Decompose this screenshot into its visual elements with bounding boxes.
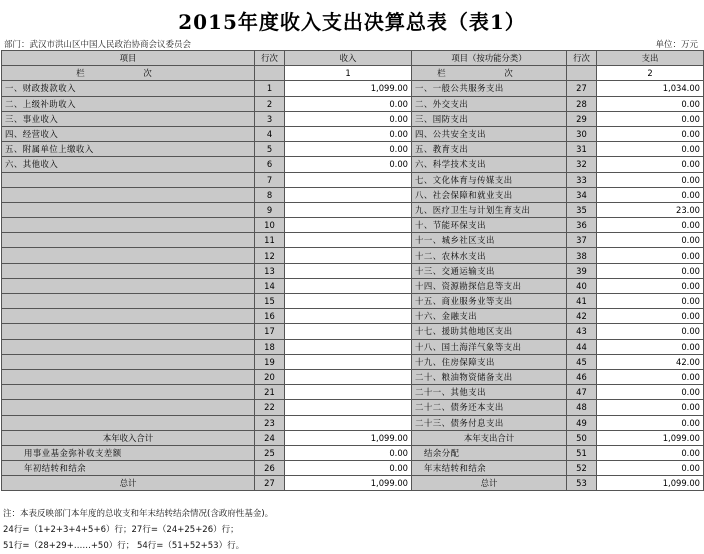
expense-value: 0.00 [597, 278, 704, 293]
subheader-blank-left [255, 66, 285, 81]
expense-value: 23.00 [597, 202, 704, 217]
distribution-label: 结余分配 [412, 445, 567, 460]
income-line-no: 4 [255, 126, 285, 141]
income-value [285, 202, 412, 217]
distribution-value: 0.00 [597, 445, 704, 460]
expense-total-line: 50 [567, 430, 597, 445]
income-value: 0.00 [285, 111, 412, 126]
income-line-no: 10 [255, 218, 285, 233]
expense-line-no: 36 [567, 218, 597, 233]
income-total-line: 24 [255, 430, 285, 445]
budget-table [1, 50, 704, 491]
header-item: 项目 [2, 51, 255, 66]
table-row [2, 324, 704, 339]
expense-item-label: 十九、住房保障支出 [412, 354, 567, 369]
expense-value: 0.00 [597, 324, 704, 339]
subheader-lanci-left: 栏 次 [2, 66, 255, 81]
income-value [285, 172, 412, 187]
table-row [2, 339, 704, 354]
income-item-label [2, 369, 255, 384]
income-item-label: 六、其他收入 [2, 157, 255, 172]
table-row [2, 233, 704, 248]
income-value [285, 309, 412, 324]
grand-total-label-right: 总计 [412, 476, 567, 491]
expense-value: 0.00 [597, 218, 704, 233]
table-row [2, 126, 704, 141]
table-row [2, 111, 704, 126]
income-value: 0.00 [285, 126, 412, 141]
expense-line-no: 40 [567, 278, 597, 293]
expense-value: 0.00 [597, 248, 704, 263]
income-line-no: 14 [255, 278, 285, 293]
income-line-no: 8 [255, 187, 285, 202]
income-value [285, 294, 412, 309]
income-total-label: 本年收入合计 [2, 430, 255, 445]
expense-item-label: 十二、农林水支出 [412, 248, 567, 263]
expense-value: 0.00 [597, 400, 704, 415]
expense-value: 1,034.00 [597, 81, 704, 96]
table-row [2, 81, 704, 96]
header-row [2, 51, 704, 66]
expense-value: 0.00 [597, 126, 704, 141]
expense-line-no: 33 [567, 172, 597, 187]
table-row [2, 278, 704, 293]
expense-item-label: 十四、资源勘探信息等支出 [412, 278, 567, 293]
income-item-label [2, 309, 255, 324]
income-item-label [2, 415, 255, 430]
expense-value: 0.00 [597, 415, 704, 430]
income-item-label [2, 354, 255, 369]
table-row [2, 96, 704, 111]
subheader-row [2, 66, 704, 81]
income-item-label: 三、事业收入 [2, 111, 255, 126]
income-value: 0.00 [285, 142, 412, 157]
expense-item-label: 十七、援助其他地区支出 [412, 324, 567, 339]
expense-line-no: 39 [567, 263, 597, 278]
footnote-1: 注：本表反映部门本年度的总收支和年末结转结余情况(含政府性基金)。 [3, 509, 274, 519]
begin-balance-label: 年初结转和结余 [2, 461, 255, 476]
income-value [285, 278, 412, 293]
income-value [285, 324, 412, 339]
expense-item-label: 十五、商业服务业等支出 [412, 294, 567, 309]
income-value [285, 339, 412, 354]
begin-balance-value: 0.00 [285, 461, 412, 476]
income-value [285, 263, 412, 278]
expense-total-label: 本年支出合计 [412, 430, 567, 445]
subheader-col1: 1 [285, 66, 412, 81]
income-line-no: 12 [255, 248, 285, 263]
income-item-label [2, 233, 255, 248]
table-row [2, 248, 704, 263]
expense-value: 0.00 [597, 309, 704, 324]
income-item-label [2, 172, 255, 187]
balance-row [2, 461, 704, 476]
expense-item-label: 七、文化体育与传媒支出 [412, 172, 567, 187]
expense-item-label: 二十、粮油物资储备支出 [412, 369, 567, 384]
expense-item-label: 二、外交支出 [412, 96, 567, 111]
subsidy-label: 用事业基金弥补收支差额 [2, 445, 255, 460]
table-row [2, 187, 704, 202]
end-balance-label: 年末结转和结余 [412, 461, 567, 476]
expense-item-label: 十六、金融支出 [412, 309, 567, 324]
table-row [2, 202, 704, 217]
report-title: 2015年度收入支出决算总表（表1） [178, 10, 526, 34]
expense-value: 0.00 [597, 96, 704, 111]
expense-value: 0.00 [597, 111, 704, 126]
expense-value: 0.00 [597, 339, 704, 354]
distribution-line: 51 [567, 445, 597, 460]
income-item-label: 一、财政拨款收入 [2, 81, 255, 96]
expense-line-no: 31 [567, 142, 597, 157]
grand-total-value-left: 1,099.00 [285, 476, 412, 491]
header-line-no: 行次 [255, 51, 285, 66]
grand-total-line-right: 53 [567, 476, 597, 491]
income-item-label [2, 324, 255, 339]
table-row [2, 309, 704, 324]
expense-line-no: 38 [567, 248, 597, 263]
table-row [2, 369, 704, 384]
table-row [2, 354, 704, 369]
income-value [285, 187, 412, 202]
expense-line-no: 49 [567, 415, 597, 430]
header-expense: 支出 [597, 51, 704, 66]
expense-item-label: 十、节能环保支出 [412, 218, 567, 233]
expense-line-no: 34 [567, 187, 597, 202]
expense-value: 0.00 [597, 187, 704, 202]
subsidy-line: 25 [255, 445, 285, 460]
income-line-no: 22 [255, 400, 285, 415]
subsidy-value: 0.00 [285, 445, 412, 460]
expense-total-value: 1,099.00 [597, 430, 704, 445]
income-item-label [2, 202, 255, 217]
income-line-no: 9 [255, 202, 285, 217]
department-label: 部门：武汉市洪山区中国人民政治协商会议委员会 [4, 40, 192, 50]
expense-line-no: 27 [567, 81, 597, 96]
expense-line-no: 47 [567, 385, 597, 400]
table-row [2, 142, 704, 157]
income-value: 0.00 [285, 157, 412, 172]
table-row [2, 294, 704, 309]
expense-item-label: 二十二、债务还本支出 [412, 400, 567, 415]
income-value [285, 415, 412, 430]
expense-line-no: 48 [567, 400, 597, 415]
expense-item-label: 八、社会保障和就业支出 [412, 187, 567, 202]
expense-line-no: 45 [567, 354, 597, 369]
income-line-no: 19 [255, 354, 285, 369]
expense-value: 0.00 [597, 369, 704, 384]
expense-item-label: 十一、城乡社区支出 [412, 233, 567, 248]
income-line-no: 15 [255, 294, 285, 309]
expense-value: 0.00 [597, 385, 704, 400]
table-row [2, 400, 704, 415]
header-income: 收入 [285, 51, 412, 66]
subheader-col2: 2 [597, 66, 704, 81]
expense-item-label: 十三、交通运输支出 [412, 263, 567, 278]
expense-item-label: 五、教育支出 [412, 142, 567, 157]
income-value [285, 400, 412, 415]
grand-total-label-left: 总计 [2, 476, 255, 491]
income-value [285, 233, 412, 248]
income-item-label [2, 339, 255, 354]
income-item-label [2, 278, 255, 293]
income-value: 1,099.00 [285, 81, 412, 96]
expense-value: 0.00 [597, 233, 704, 248]
income-total-value: 1,099.00 [285, 430, 412, 445]
income-line-no: 6 [255, 157, 285, 172]
table-row [2, 415, 704, 430]
expense-item-label: 九、医疗卫生与计划生育支出 [412, 202, 567, 217]
income-item-label: 二、上级补助收入 [2, 96, 255, 111]
table-row [2, 157, 704, 172]
expense-item-label: 四、公共安全支出 [412, 126, 567, 141]
expense-item-label: 六、科学技术支出 [412, 157, 567, 172]
table-row [2, 385, 704, 400]
income-line-no: 1 [255, 81, 285, 96]
income-value [285, 385, 412, 400]
income-line-no: 2 [255, 96, 285, 111]
expense-line-no: 46 [567, 369, 597, 384]
footnote-2: 24行=（1+2+3+4+5+6）行；27行=（24+25+26）行； [3, 525, 239, 535]
expense-line-no: 28 [567, 96, 597, 111]
expense-value: 0.00 [597, 294, 704, 309]
expense-line-no: 37 [567, 233, 597, 248]
expense-value: 0.00 [597, 172, 704, 187]
expense-line-no: 43 [567, 324, 597, 339]
expense-value: 0.00 [597, 263, 704, 278]
income-line-no: 20 [255, 369, 285, 384]
income-line-no: 16 [255, 309, 285, 324]
expense-line-no: 44 [567, 339, 597, 354]
table-row [2, 263, 704, 278]
income-line-no: 21 [255, 385, 285, 400]
expense-line-no: 41 [567, 294, 597, 309]
expense-value: 0.00 [597, 142, 704, 157]
grand-total-line-left: 27 [255, 476, 285, 491]
income-item-label [2, 187, 255, 202]
expense-value: 0.00 [597, 157, 704, 172]
expense-item-label: 一、一般公共服务支出 [412, 81, 567, 96]
income-line-no: 17 [255, 324, 285, 339]
footnotes [3, 506, 273, 554]
income-value [285, 248, 412, 263]
income-item-label: 五、附属单位上缴收入 [2, 142, 255, 157]
unit-label: 单位：万元 [655, 40, 698, 50]
subheader-blank-right [567, 66, 597, 81]
income-line-no: 7 [255, 172, 285, 187]
expense-item-label: 二十三、债务付息支出 [412, 415, 567, 430]
table-row [2, 172, 704, 187]
income-item-label: 四、经营收入 [2, 126, 255, 141]
expense-line-no: 32 [567, 157, 597, 172]
expense-item-label: 十八、国土海洋气象等支出 [412, 339, 567, 354]
income-line-no: 3 [255, 111, 285, 126]
income-line-no: 5 [255, 142, 285, 157]
income-line-no: 13 [255, 263, 285, 278]
footnote-3: 51行=（28+29+……+50）行； 54行=（51+52+53）行。 [3, 541, 245, 551]
income-item-label [2, 400, 255, 415]
end-balance-value: 0.00 [597, 461, 704, 476]
income-item-label [2, 248, 255, 263]
end-balance-line: 52 [567, 461, 597, 476]
total-row [2, 430, 704, 445]
begin-balance-line: 26 [255, 461, 285, 476]
income-item-label [2, 218, 255, 233]
expense-line-no: 35 [567, 202, 597, 217]
grand-total-row [2, 476, 704, 491]
table-row [2, 218, 704, 233]
income-line-no: 11 [255, 233, 285, 248]
expense-line-no: 42 [567, 309, 597, 324]
expense-value: 42.00 [597, 354, 704, 369]
expense-line-no: 30 [567, 126, 597, 141]
expense-line-no: 29 [567, 111, 597, 126]
income-value [285, 354, 412, 369]
income-value [285, 369, 412, 384]
income-value: 0.00 [285, 96, 412, 111]
header-line-no-2: 行次 [567, 51, 597, 66]
expense-item-label: 二十一、其他支出 [412, 385, 567, 400]
header-item-functional: 项目（按功能分类） [412, 51, 567, 66]
subheader-lanci-right: 栏 次 [412, 66, 567, 81]
income-value [285, 218, 412, 233]
grand-total-value-right: 1,099.00 [597, 476, 704, 491]
income-item-label [2, 294, 255, 309]
income-line-no: 23 [255, 415, 285, 430]
income-item-label [2, 263, 255, 278]
income-item-label [2, 385, 255, 400]
expense-item-label: 三、国防支出 [412, 111, 567, 126]
subsidy-row [2, 445, 704, 460]
income-line-no: 18 [255, 339, 285, 354]
